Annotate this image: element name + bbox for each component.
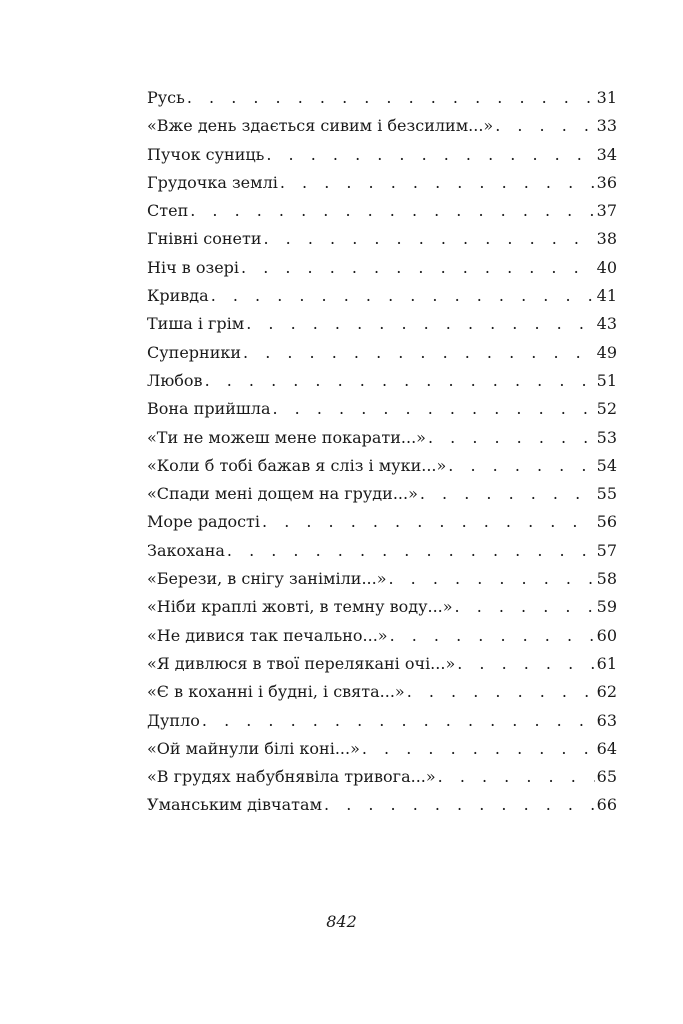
toc-entry [147,254,617,282]
toc-dot-leader [187,84,595,112]
toc-entry-page: 56 [596,512,617,532]
toc-dot-leader [227,537,595,565]
toc-entry-page: 36 [596,172,617,192]
toc-entry-title: Вона прийшла [147,399,271,419]
toc-entry-page: 34 [596,144,617,164]
toc-entry-title: «Берези, в снігу заніміли...» [147,569,387,589]
toc-entry-page: 63 [596,710,617,730]
toc-entry [147,197,617,225]
toc-entry [147,282,617,310]
toc-dot-leader [389,565,595,593]
toc-entry [147,367,617,395]
toc-entry-title: «Коли б тобі бажав я сліз і муки...» [147,455,447,475]
toc-entry-title: «Я дивлюся в твої перелякані очі...» [147,653,456,673]
toc-dot-leader [264,225,595,253]
toc-entry-title: Дупло [147,710,200,730]
toc-entry-page: 41 [596,286,617,306]
toc-entry-title: Пучок суниць [147,144,265,164]
toc-entry-title: «Ти не можеш мене покарати...» [147,427,426,447]
toc-entry [147,141,617,169]
toc-entry [147,678,617,706]
toc-dot-leader [448,452,594,480]
toc-entry-title: Море радості [147,512,261,532]
toc-dot-leader [324,791,595,819]
toc-dot-leader [262,508,595,536]
toc-entry-page: 52 [596,399,617,419]
toc-entry-page: 66 [596,795,617,815]
toc-dot-leader [243,339,595,367]
toc-dot-leader [420,480,595,508]
toc-entry-page: 53 [596,427,617,447]
toc-entry-title: Уманським дівчатам [147,795,323,815]
toc-entry-title: Русь [147,88,185,107]
toc-entry [147,565,617,593]
toc-entry-page: 55 [596,484,617,504]
toc-entry-title: «Є в коханні і будні, і свята...» [147,682,405,702]
toc-entry-title: «Вже день здається сивим і безсилим...» [147,116,494,136]
page-number: 842 [326,912,357,931]
toc-entry-title: Степ [147,201,189,221]
toc-dot-leader [246,310,594,338]
toc-entry [147,763,617,791]
toc-entry-page: 33 [596,116,617,136]
toc-entry [147,310,617,338]
toc-entry [147,480,617,508]
toc-entry-title: «В грудях набубнявіла тривога...» [147,767,436,787]
toc-dot-leader [211,282,595,310]
toc-entry-page: 40 [596,257,617,277]
toc-dot-leader [241,254,595,282]
toc-entry-title: Кривда [147,286,209,306]
toc-entry-title: Грудочка землі [147,172,278,192]
toc-entry-page: 57 [596,540,617,560]
toc-entry [147,339,617,367]
toc-entry-page: 37 [596,201,617,221]
toc-dot-leader [273,395,595,423]
toc-entry [147,452,617,480]
toc-entry [147,622,617,650]
toc-entry [147,112,617,140]
toc-dot-leader [362,735,595,763]
toc-dot-leader [266,141,594,169]
toc-dot-leader [407,678,595,706]
toc-entry [147,593,617,621]
toc-entry-title: «Спади мені дощем на груди...» [147,484,418,504]
toc-entry [147,650,617,678]
toc-entry [147,395,617,423]
toc-dot-leader [457,650,594,678]
toc-entry-title: «Ой майнули білі коні...» [147,738,360,758]
toc-dot-leader [205,367,595,395]
toc-dot-leader [202,707,595,735]
toc-entry-page: 38 [596,229,617,249]
toc-entry [147,84,617,112]
toc-entry-page: 43 [596,314,617,334]
toc-entry-title: «Не дивися так печально...» [147,625,388,645]
toc-dot-leader [390,622,595,650]
toc-entry-page: 51 [596,370,617,390]
toc-entry-title: «Ніби краплі жовті, в темну воду...» [147,597,453,617]
toc-entry-title: Тиша і грім [147,314,245,334]
toc-entry [147,707,617,735]
toc-dot-leader [280,169,595,197]
toc-entry [147,169,617,197]
toc-entry-title: Гнівні сонети [147,229,262,249]
toc-entry [147,424,617,452]
toc-entry-page: 58 [596,569,617,589]
table-of-contents [147,84,617,820]
toc-entry-page: 60 [596,625,617,645]
toc-dot-leader [438,763,595,791]
toc-dot-leader [428,424,595,452]
toc-dot-leader [455,593,595,621]
toc-entry-title: Закохана [147,540,225,560]
toc-entry-page: 59 [596,597,617,617]
toc-dot-leader [495,112,594,140]
toc-entry [147,735,617,763]
toc-entry-page: 64 [596,738,617,758]
toc-entry-page: 61 [596,653,617,673]
toc-entry-page: 62 [596,682,617,702]
toc-entry-page: 49 [596,342,617,362]
toc-entry-title: Суперники [147,342,242,362]
toc-dot-leader [190,197,594,225]
toc-entry [147,508,617,536]
toc-entry-page: 65 [596,767,617,787]
toc-entry-title: Ніч в озері [147,257,240,277]
toc-entry [147,225,617,253]
toc-entry [147,791,617,819]
toc-entry-title: Любов [147,370,203,390]
toc-entry-page: 31 [596,88,617,107]
toc-entry-page: 54 [596,455,617,475]
toc-entry [147,537,617,565]
